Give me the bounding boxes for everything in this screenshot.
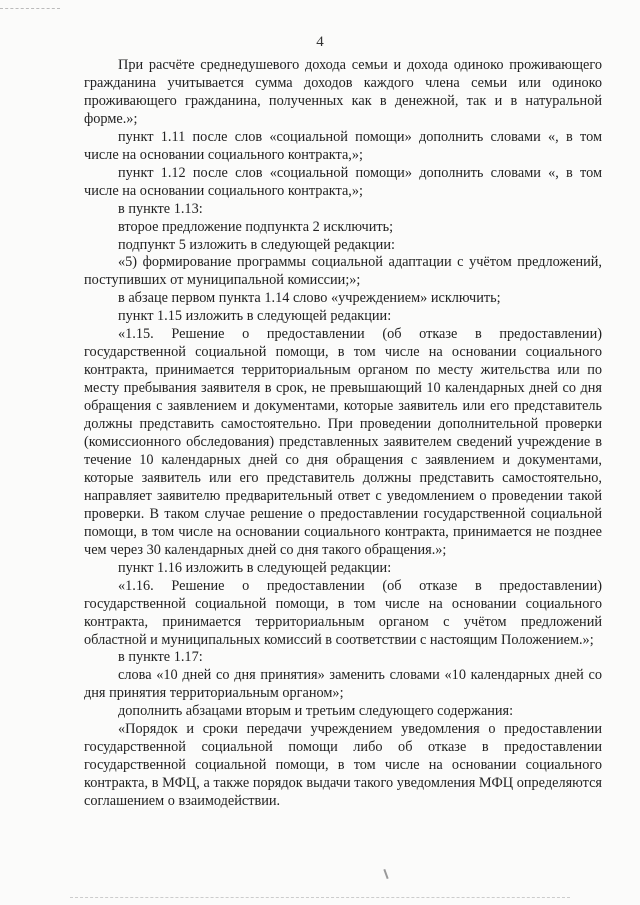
paragraph: пункт 1.15 изложить в следующей редакции: — [118, 308, 392, 325]
page-number: 4 — [316, 34, 324, 50]
paragraph: пункт 1.12 после слов «социальной помощи» дополнить словами «, в том числе на основании социального контракта,»; — [84, 164, 602, 199]
paragraph: «1.15. Решение о предоставлении (об отказе в предоставлении) государственной социальной помощи, в том числе на основании социального контракта, принимается территориальным органом по месту жительства или по месту пребывания заявителя в срок, не превышающий 10 календарных дней со дня обращения с заявлением и документами, которые заявитель или его представитель должны представить самостоятельно. При проведении дополнительной проверки (комиссионного обследования) представленных заявителем сведений учреждение в течение 10 календарных дней со дня обращения с заявлением и документами, которые заявитель или его представитель должны представить самостоятельно, направляет заявителю предварительный ответ с уведомлением о проведении такой проверки. В таком случае решение о предоставлении государственной социальной помощи, в том числе на основании социального контракта, принимается не позднее чем через 30 календарных дней со дня такого обращения.»; — [84, 326, 602, 558]
paragraph: При расчёте среднедушевого дохода семьи и дохода одиноко проживающего гражданина учитывается сумма доходов каждого члена семьи или одиноко проживающего гражданина, полученных как в денежной, так и в натуральной форме.»; — [84, 57, 602, 127]
paragraph: «1.16. Решение о предоставлении (об отказе в предоставлении) государственной социальной помощи, в том числе на основании социального контракта, принимается территориальным органом с учётом предложений областной и муниципальных комиссий в соответствии с настоящим Положением.»; — [84, 577, 602, 648]
paragraph: пункт 1.16 изложить в следующей редакции: — [118, 559, 392, 576]
paragraph: «5) формирование программы социальной адаптации с учётом предложений, поступивших от муниципальной комиссии;»; — [84, 254, 602, 289]
paragraph: в пункте 1.13: — [118, 200, 203, 217]
scan-edge-bottom — [70, 897, 570, 899]
scan-edge-top — [0, 8, 60, 10]
paragraph: «Порядок и сроки передачи учреждением уведомления о предоставлении государственной социальной помощи либо об отказе в предоставлении государственной социальной помощи, в том числе на основании социального контракта, в МФЦ, а также порядок выдачи такого уведомления МФЦ определяются соглашением о взаимодействии. — [84, 721, 602, 810]
paragraph: подпункт 5 изложить в следующей редакции: — [118, 236, 395, 253]
paragraph: пункт 1.11 после слов «социальной помощи» дополнить словами «, в том числе на основании социального контракта,»; — [84, 128, 602, 163]
paragraph: в абзаце первом пункта 1.14 слово «учреждением» исключить; — [118, 290, 501, 307]
paragraph: слова «10 дней со дня принятия» заменить словами «10 календарных дней со дня принятия территориальным органом»; — [84, 667, 602, 702]
pen-mark — [383, 869, 388, 879]
paragraph: дополнить абзацами вторым и третьим следующего содержания: — [118, 703, 514, 720]
paragraph: в пункте 1.17: — [118, 649, 203, 666]
document-body — [84, 57, 602, 811]
paragraph: второе предложение подпункта 2 исключить; — [118, 218, 394, 235]
